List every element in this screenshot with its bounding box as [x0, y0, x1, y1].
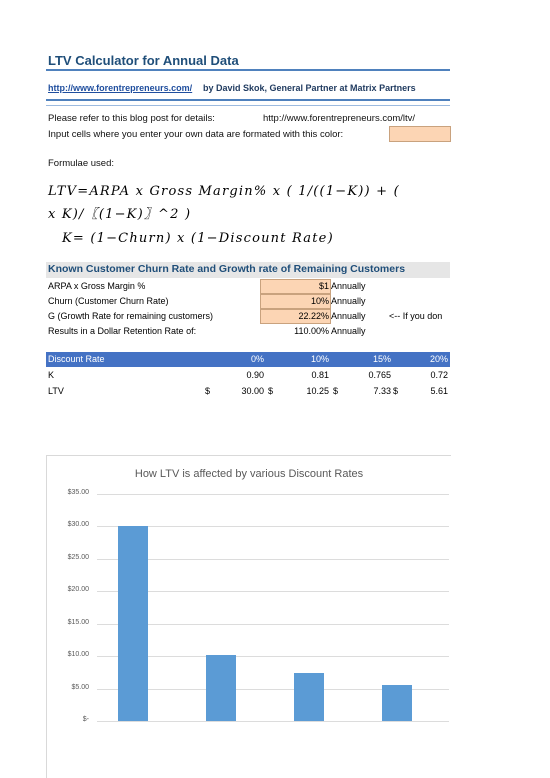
section-title: Known Customer Churn Rate and Growth rate of Remaining Customers: [48, 263, 406, 275]
refer-url[interactable]: http://www.forentrepreneurs.com/ltv/: [263, 113, 416, 124]
gridline: [97, 656, 449, 657]
discount-table-header: [46, 352, 450, 367]
input-unit: Annually: [331, 296, 366, 306]
page-title: LTV Calculator for Annual Data: [48, 53, 239, 68]
gridline: [97, 559, 449, 560]
currency-symbol: $: [268, 386, 274, 396]
input-label: Churn (Customer Churn Rate): [48, 296, 169, 306]
website-link[interactable]: http://www.forentrepreneurs.com/: [48, 83, 193, 93]
input-color-note: Input cells where you enter your own data are formated with this color:: [48, 129, 344, 140]
currency-symbol: $: [393, 386, 399, 396]
gridline: [97, 494, 449, 495]
input-unit: Annually: [331, 281, 366, 291]
y-tick-label: $25.00: [67, 553, 89, 561]
gridline: [97, 591, 449, 592]
header-rule: [46, 99, 450, 101]
input-label: G (Growth Rate for remaining customers): [48, 311, 214, 321]
chart-bar[interactable]: [118, 526, 148, 721]
input-note: <-- If you don: [389, 311, 443, 321]
y-tick-label: $15.00: [67, 618, 89, 626]
currency-symbol: $: [205, 386, 211, 396]
discount-col: 15%: [372, 354, 391, 364]
table-cell: 0.90: [246, 370, 264, 380]
churn-input[interactable]: 10%: [260, 294, 331, 309]
gridline: [97, 624, 449, 625]
retention-rate-value: 110.00%: [294, 326, 329, 336]
y-tick-label: $-: [82, 716, 89, 723]
table-cell: 7.33: [373, 386, 391, 396]
input-unit: Annually: [331, 326, 366, 336]
discount-col: 20%: [429, 354, 448, 364]
input-label: ARPA x Gross Margin %: [48, 281, 146, 291]
y-tick-label: $35.00: [67, 489, 89, 496]
discount-col: 0%: [250, 354, 264, 364]
currency-symbol: $: [333, 386, 339, 396]
chart-bar[interactable]: [382, 685, 412, 721]
gridline: [97, 721, 449, 722]
table-cell: 5.61: [430, 386, 448, 396]
table-cell: 10.25: [306, 386, 329, 396]
ltv-formula-line2: x K)/〖(1−K)〗^2 ): [48, 207, 192, 222]
table-cell: 0.765: [368, 370, 391, 380]
discount-col: 10%: [310, 354, 329, 364]
byline: by David Skok, General Partner at Matrix Partners: [203, 83, 416, 93]
discount-rate-label: Discount Rate: [48, 354, 105, 364]
chart-title: How LTV is affected by various Discount Rates: [134, 468, 364, 480]
header-rule-thin: [46, 105, 450, 106]
k-formula: K= (1−Churn) x (1−Discount Rate): [62, 231, 334, 246]
input-unit: Annually: [331, 311, 366, 321]
y-tick-label: $30.00: [67, 521, 89, 529]
ltv-formula-line1: LTV=ARPA x Gross Margin% x ( 1/((1−K)) + (: [48, 184, 400, 199]
y-tick-label: $20.00: [67, 586, 89, 594]
table-cell: 0.72: [430, 370, 448, 380]
formulae-label: Formulae used:: [48, 158, 115, 169]
arpa-input[interactable]: $1: [260, 279, 331, 294]
ltv-chart[interactable]: [46, 455, 451, 778]
chart-bar[interactable]: [294, 673, 324, 721]
chart-bar[interactable]: [206, 655, 236, 721]
gridline: [97, 526, 449, 527]
plot-area: [97, 494, 449, 721]
input-label: Results in a Dollar Retention Rate of:: [48, 326, 197, 336]
y-tick-label: $10.00: [67, 651, 89, 659]
input-color-swatch: [389, 126, 451, 142]
growth-input[interactable]: 22.22%: [260, 309, 331, 324]
table-cell: 30.00: [241, 386, 264, 396]
title-rule: [46, 69, 450, 71]
y-tick-label: $5.00: [71, 683, 89, 691]
row-label: K: [48, 370, 55, 380]
table-cell: 0.81: [311, 370, 329, 380]
refer-label: Please refer to this blog post for details:: [48, 113, 215, 124]
row-label: LTV: [48, 386, 64, 396]
y-axis: [53, 489, 93, 723]
section-header: [46, 262, 450, 278]
